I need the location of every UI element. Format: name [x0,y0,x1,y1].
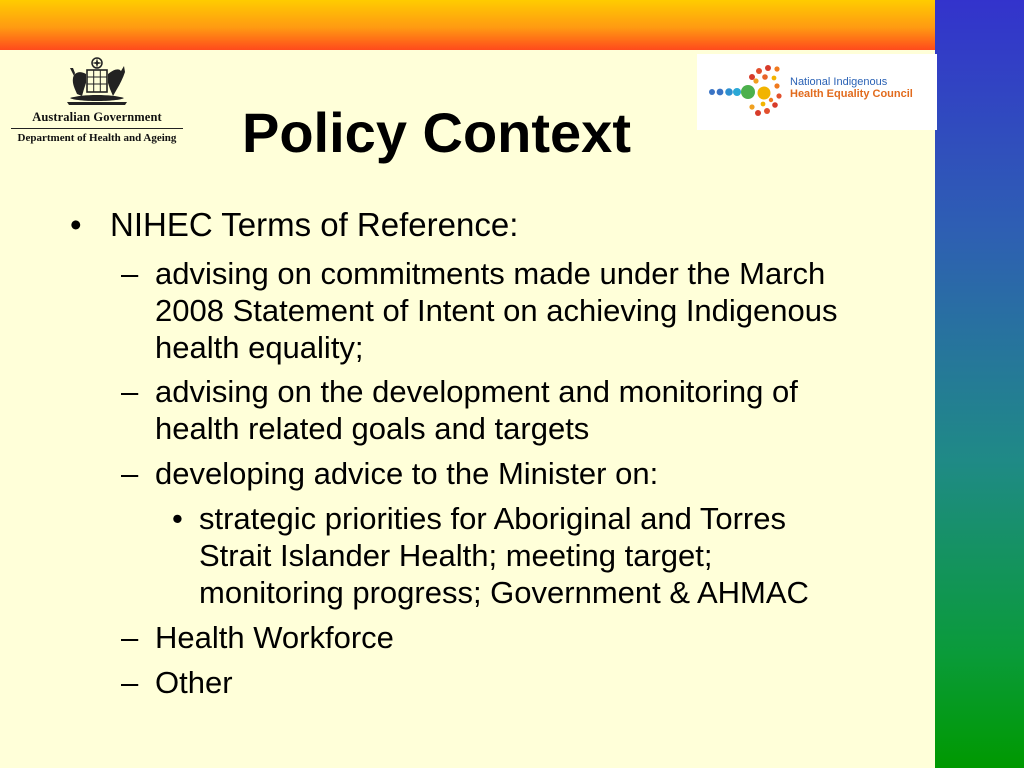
dash-marker: – [121,374,139,409]
sub-sub-item-strategic-priorities-line3: monitoring progress; Government & AHMAC [199,575,809,610]
dots-sunburst-icon [697,54,789,130]
sub-item-commitments-line2: 2008 Statement of Intent on achieving Indigenous [155,293,838,328]
nihec-name [790,76,913,100]
logo-divider [11,128,183,129]
dash-marker: – [121,456,139,491]
sub-item-development-line2: health related goals and targets [155,411,590,446]
sub-sub-item-strategic-priorities-line2: Strait Islander Health; meeting target; [199,538,713,573]
sub-item-commitments-line3: health equality; [155,330,364,365]
sub-item-other: Other [155,665,233,700]
bullet-marker: • [172,501,183,536]
bullet-marker: • [70,206,82,243]
government-name: Australian Government [32,110,162,124]
coat-of-arms-icon [62,56,132,108]
nihec-name-line2: Health Equality Council [790,88,913,100]
sub-item-commitments: advising on commitments made under the March [155,256,826,291]
department-name: Department of Health and Ageing [17,132,177,144]
sub-item-development: advising on the development and monitoring of [155,374,798,409]
slide-title: Policy Context [242,101,631,164]
nihec-logo [697,54,937,130]
sub-item-health-workforce: Health Workforce [155,620,394,655]
sub-sub-item-strategic-priorities: strategic priorities for Aboriginal and Torres [199,501,786,536]
top-gradient-bar [0,0,935,50]
side-gradient-bar [935,0,1024,768]
sub-item-advice-minister: developing advice to the Minister on: [155,456,659,491]
bullet-item-terms-of-reference: NIHEC Terms of Reference: [110,206,519,243]
dash-marker: – [121,665,139,700]
australian-government-logo [8,56,186,152]
nihec-name-line1: National Indigenous [790,76,888,88]
dash-marker: – [121,256,139,291]
dash-marker: – [121,620,139,655]
